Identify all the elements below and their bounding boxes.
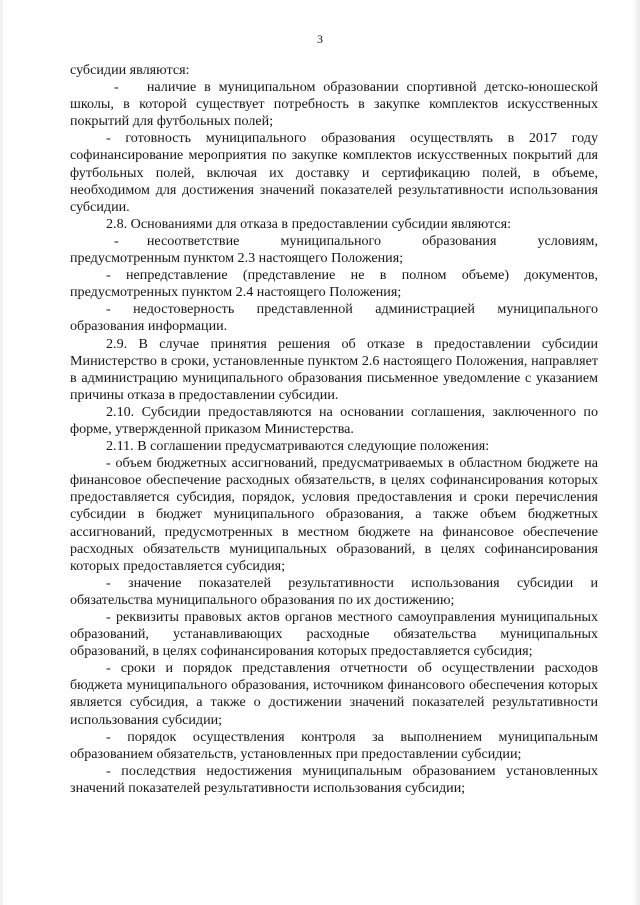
- paragraph: 2.9. В случае принятия решения об отказе в предоставлении субсидии Министерство в сроки, установленные пунктом 2.6 настоящего Положения, направляет в администрацию муниципального образования письменное уведомление с указанием причины отказа в предоставлении субсидии.: [70, 335, 598, 403]
- paragraph: субсидии являются:: [70, 62, 190, 78]
- paragraph: 2.11. В соглашении предусматриваются следующие положения:: [106, 438, 490, 455]
- paragraph: - объем бюджетных ассигнований, предусматриваемых в областном бюджете на финансовое обеспечение расходных обязательств, в целях софинансирования которых предоставляется субсидия, порядок, условия предоставления и сроки перечисления субсидии в бюджет муниципального образования, а также объем бюджетных ассигнований, предусмотренных в местном бюджете на финансовое обеспечение расходных обязательств муниципальных образований, в целях софинансирования которых предоставляется субсидия;: [70, 455, 598, 574]
- paragraph: - значение показателей результативности использования субсидии и обязательства муниципального образования по их достижению;: [70, 574, 598, 608]
- paragraph: - порядок осуществления контроля за выполнением муниципальным образованием обязательств, установленных при предоставлении субсидии;: [70, 728, 598, 762]
- paragraph: - непредставление (представление не в полном объеме) документов, предусмотренных пунктом 2.4 настоящего Положения;: [70, 267, 598, 301]
- page-number: 3: [317, 32, 323, 46]
- paragraph: - несоответствие муниципального образования условиям, предусмотренным пунктом 2.3 настоящего Положения;: [70, 232, 598, 267]
- paragraph: - сроки и порядок представления отчетности об осуществлении расходов бюджета муниципального образования, источником финансового обеспечения которых является субсидия, а также о достижении значений показателей результативности использования субсидии;: [70, 660, 598, 728]
- paragraph: 2.8. Основаниями для отказа в предоставлении субсидии являются:: [106, 215, 512, 232]
- paragraph: - готовность муниципального образования осуществлять в 2017 году софинансирование мероприятия по закупке комплектов искусственных покрытий для футбольных полей, включая их доставку и сертификацию полей, в объеме, необходимом для достижения значений показателей результативности использования субсидии.: [70, 130, 598, 215]
- paragraph: - наличие в муниципальном образовании спортивной детско-юношеской школы, в которой существует потребность в закупке комплектов искусственных покрытий для футбольных полей;: [70, 79, 598, 130]
- paragraph: - последствия недостижения муниципальным образованием установленных значений показателей результативности использования субсидии;: [70, 762, 598, 796]
- scan-edge-left: [0, 0, 3, 905]
- paragraph: - реквизиты правовых актов органов местного самоуправления муниципальных образований, устанавливающих расходные обязательства муниципальных образований, в целях софинансирования которых предоставляется субсидия;: [70, 609, 598, 660]
- scan-edge-right: [632, 0, 640, 905]
- document-body: [70, 62, 598, 797]
- paragraph: - недостоверность представленной администрацией муниципального образования информации.: [70, 301, 598, 335]
- paragraph: 2.10. Субсидии предоставляются на основании соглашения, заключенного по форме, утвержденной приказом Министерства.: [70, 403, 598, 437]
